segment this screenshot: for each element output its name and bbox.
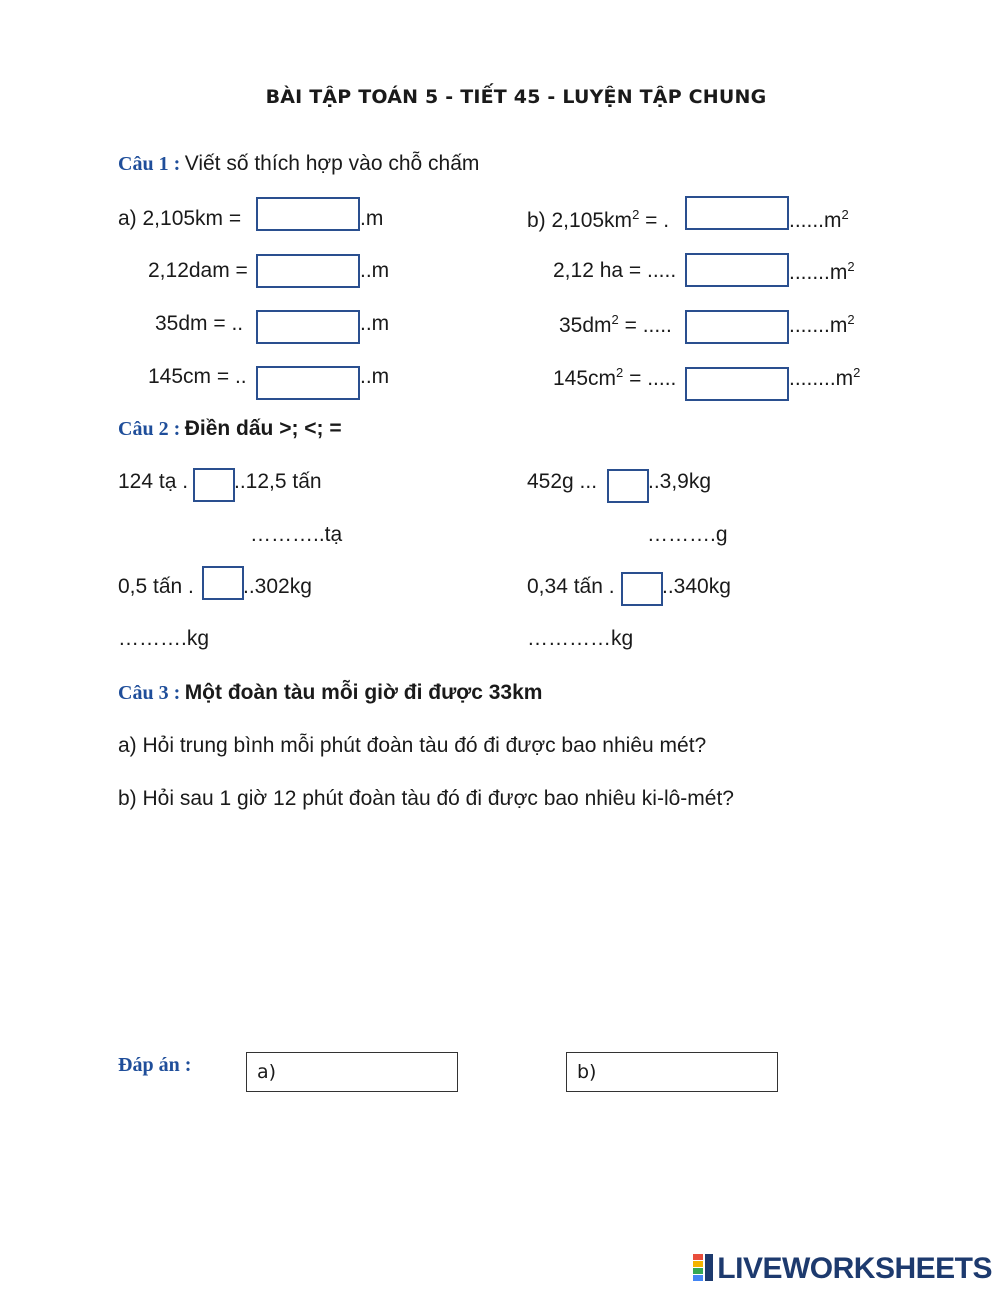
q1-right-3-pre bbox=[559, 312, 672, 338]
q1-right-1-pre-text: b) 2,105km bbox=[527, 209, 633, 232]
q1-left-3-pre: 35dm = .. bbox=[155, 312, 244, 335]
q1-right-2-pre: 2,12 ha = ..... bbox=[553, 259, 677, 282]
q2-item-2-input[interactable] bbox=[607, 469, 649, 503]
liveworksheets-logo-icon bbox=[693, 1254, 715, 1282]
q2-item-1-pre: 124 tạ . bbox=[118, 470, 189, 493]
q2-item-4-hint: …………kg bbox=[527, 627, 634, 650]
q1-right-1-post-sup: 2 bbox=[841, 207, 849, 222]
q1-right-3-sup: 2 bbox=[611, 312, 619, 327]
q1-right-3-pre-text: 35dm bbox=[559, 314, 612, 337]
q1-right-4-pre-text: 145cm bbox=[553, 367, 617, 390]
q1-right-4-input[interactable] bbox=[685, 367, 789, 401]
question-1-heading bbox=[118, 152, 479, 176]
q1-right-4-post bbox=[789, 365, 860, 391]
liveworksheets-logo bbox=[693, 1252, 992, 1286]
q1-right-4-post-text: ........m bbox=[789, 367, 854, 390]
q2-item-1-input[interactable] bbox=[193, 468, 235, 502]
q1-right-1-pre2: = . bbox=[639, 209, 670, 232]
answer-a-label: a) bbox=[257, 1061, 277, 1083]
question-1-label: Câu 1 : bbox=[118, 153, 181, 175]
q1-left-4-post: ..m bbox=[360, 365, 390, 388]
brand-text: LIVEWORKSHEETS bbox=[717, 1252, 992, 1285]
q2-item-3-input[interactable] bbox=[202, 566, 244, 600]
answer-b-input[interactable] bbox=[566, 1052, 778, 1092]
q1-right-3-post-sup: 2 bbox=[847, 312, 855, 327]
q1-left-1-post: .m bbox=[360, 207, 384, 230]
question-3-part-a: a) Hỏi trung bình mỗi phút đoàn tàu đó đi được bao nhiêu mét? bbox=[118, 734, 707, 757]
question-3-part-b: b) Hỏi sau 1 giờ 12 phút đoàn tàu đó đi được bao nhiêu ki-lô-mét? bbox=[118, 787, 734, 810]
question-3-label: Câu 3 : bbox=[118, 682, 181, 704]
q1-right-1-input[interactable] bbox=[685, 196, 789, 230]
q1-right-2-post bbox=[789, 259, 855, 285]
q1-right-1-pre bbox=[527, 207, 669, 233]
q1-right-3-input[interactable] bbox=[685, 310, 789, 344]
q2-item-1-hint: ………..tạ bbox=[250, 523, 343, 546]
q1-left-1-input[interactable] bbox=[256, 197, 360, 231]
q2-item-3-pre: 0,5 tấn . bbox=[118, 575, 194, 598]
q2-item-2-pre: 452g ... bbox=[527, 470, 598, 493]
question-3-heading bbox=[118, 681, 542, 705]
q1-right-2-input[interactable] bbox=[685, 253, 789, 287]
question-1-text: Viết số thích hợp vào chỗ chấm bbox=[184, 152, 480, 175]
page-title: BÀI TẬP TOÁN 5 - TIẾT 45 - LUYỆN TẬP CHUNG bbox=[265, 86, 767, 108]
q1-right-3-pre2: = ..... bbox=[618, 314, 672, 337]
q2-item-3-post: ..302kg bbox=[243, 575, 312, 598]
q2-item-2-post: ..3,9kg bbox=[648, 470, 712, 493]
q2-item-2-hint: ……….g bbox=[647, 523, 728, 546]
q1-left-4-pre: 145cm = .. bbox=[148, 365, 247, 388]
q1-right-1-post-text: ......m bbox=[789, 209, 842, 232]
q1-right-2-post-sup: 2 bbox=[847, 259, 855, 274]
answer-a-input[interactable] bbox=[246, 1052, 458, 1092]
q2-item-4-input[interactable] bbox=[621, 572, 663, 606]
question-2-label: Câu 2 : bbox=[118, 418, 181, 440]
q2-item-4-post: ..340kg bbox=[662, 575, 731, 598]
q1-right-3-post bbox=[789, 312, 855, 338]
q1-right-4-sup: 2 bbox=[616, 365, 624, 380]
q1-right-3-post-text: .......m bbox=[789, 314, 848, 337]
q1-left-1-pre: a) 2,105km = bbox=[118, 207, 242, 230]
q1-right-2-post-text: .......m bbox=[789, 261, 848, 284]
question-3-text: Một đoàn tàu mỗi giờ đi được 33km bbox=[184, 681, 543, 704]
q1-left-2-post: ..m bbox=[360, 259, 390, 282]
question-2-text: Điền dấu >; <; = bbox=[184, 417, 342, 440]
question-2-heading bbox=[118, 417, 342, 441]
q1-right-4-pre2: = ..... bbox=[623, 367, 677, 390]
q1-right-4-pre bbox=[553, 365, 676, 391]
q2-item-3-hint: ……….kg bbox=[118, 627, 210, 650]
answer-b-label: b) bbox=[577, 1061, 597, 1083]
q1-left-3-post: ..m bbox=[360, 312, 390, 335]
q1-left-4-input[interactable] bbox=[256, 366, 360, 400]
q1-right-1-sup: 2 bbox=[632, 207, 640, 222]
q2-item-4-pre: 0,34 tấn . bbox=[527, 575, 615, 598]
q2-item-1-post: ..12,5 tấn bbox=[234, 470, 322, 493]
q1-left-3-input[interactable] bbox=[256, 310, 360, 344]
q1-left-2-pre: 2,12dam = bbox=[148, 259, 248, 282]
answer-label: Đáp án : bbox=[118, 1054, 192, 1076]
q1-right-4-post-sup: 2 bbox=[853, 365, 861, 380]
q1-right-1-post bbox=[789, 207, 849, 233]
q1-left-2-input[interactable] bbox=[256, 254, 360, 288]
